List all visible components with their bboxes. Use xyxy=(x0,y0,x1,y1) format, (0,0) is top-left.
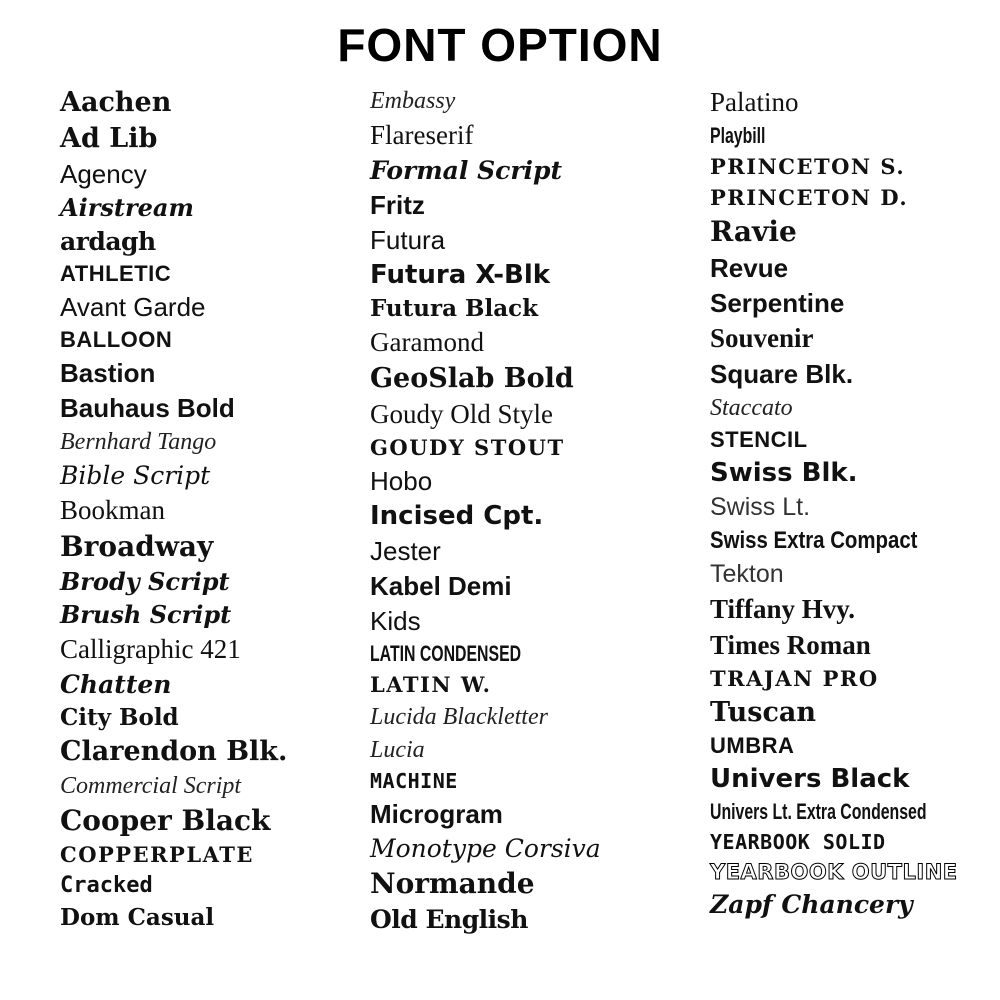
font-sample-label: Bernhard Tango xyxy=(60,428,217,455)
font-sample-label: Square Blk. xyxy=(710,358,854,389)
font-sample-label: Lucida Blackletter xyxy=(370,703,548,730)
font-sample-label: Airstream xyxy=(60,192,194,222)
font-sample[interactable] xyxy=(370,671,670,697)
font-sample-label: Tuscan xyxy=(710,696,817,728)
font-sample[interactable] xyxy=(370,89,670,113)
font-sample[interactable] xyxy=(710,86,990,117)
font-sample[interactable] xyxy=(710,287,990,318)
font-sample-label: LATIN CONDENSED xyxy=(370,640,522,666)
font-sample[interactable] xyxy=(710,526,990,554)
font-sample-label: MACHINE xyxy=(370,768,458,793)
font-sample-label: Ravie xyxy=(710,214,797,248)
font-sample-label: Zapf Chancery xyxy=(710,889,913,919)
font-sample-label: Bastion xyxy=(60,357,156,388)
font-sample-label: Swiss Blk. xyxy=(710,457,858,488)
font-sample-label: Normande xyxy=(370,866,535,900)
font-sample[interactable] xyxy=(710,859,990,884)
font-sample[interactable] xyxy=(60,494,330,525)
font-sample[interactable] xyxy=(60,803,330,837)
font-sample[interactable] xyxy=(60,291,330,322)
font-sample[interactable] xyxy=(710,629,990,660)
font-sample[interactable] xyxy=(370,866,670,900)
font-sample[interactable] xyxy=(710,252,990,283)
font-sample[interactable] xyxy=(60,260,330,286)
font-columns xyxy=(0,81,1000,981)
font-sample[interactable] xyxy=(60,735,330,767)
font-sample[interactable] xyxy=(60,529,330,563)
font-sample[interactable] xyxy=(370,224,670,255)
font-sample[interactable] xyxy=(710,593,990,624)
font-sample[interactable] xyxy=(710,696,990,728)
font-sample-label: Old English xyxy=(370,904,528,934)
font-sample[interactable] xyxy=(60,872,330,898)
font-sample[interactable] xyxy=(710,214,990,248)
font-sample-label: BALLOON xyxy=(60,326,173,352)
font-sample[interactable] xyxy=(370,605,670,636)
font-sample-label: Univers Black xyxy=(710,763,910,794)
font-sample-label: Aachen xyxy=(60,86,172,118)
font-sample[interactable] xyxy=(370,362,670,394)
font-sample[interactable] xyxy=(710,492,990,521)
font-sample[interactable] xyxy=(60,122,330,154)
font-sample-label: Incised Cpt. xyxy=(370,500,544,531)
font-sample[interactable] xyxy=(710,559,990,588)
font-sample-label: Hobo xyxy=(370,465,433,496)
font-sample[interactable] xyxy=(710,732,990,758)
font-sample[interactable] xyxy=(370,768,670,793)
font-sample-label: Agency xyxy=(60,158,147,189)
font-sample[interactable] xyxy=(710,122,990,148)
font-sample-label: Cracked xyxy=(60,872,153,898)
font-sample-label: Bible Script xyxy=(60,460,211,490)
font-sample[interactable] xyxy=(60,633,330,664)
font-sample-label: Kabel Demi xyxy=(370,570,512,601)
font-sample-label: YEARBOOK SOLID xyxy=(710,829,886,854)
font-sample-label: Staccato xyxy=(710,394,793,421)
font-sample[interactable] xyxy=(60,192,330,222)
font-sample-label: UMBRA xyxy=(710,732,795,758)
font-sample-label: Times Roman xyxy=(710,629,871,660)
font-sample-label: Lucia xyxy=(370,736,425,763)
font-sample[interactable] xyxy=(370,434,670,460)
font-sample[interactable] xyxy=(370,398,670,429)
font-sample-label: Swiss Lt. xyxy=(710,492,811,521)
font-sample-label: Garamond xyxy=(370,326,484,357)
font-sample-label: TRAJAN PRO xyxy=(710,665,879,691)
font-sample-label: Embassy xyxy=(370,87,456,114)
font-sample-label: Futura xyxy=(370,224,446,255)
font-sample-label: Formal Script xyxy=(370,155,563,185)
font-sample-label: Serpentine xyxy=(710,287,845,318)
font-sample[interactable] xyxy=(370,705,670,729)
font-sample-label: PRINCETON S. xyxy=(710,153,906,179)
font-sample[interactable] xyxy=(710,763,990,794)
font-sample-label: Clarendon Blk. xyxy=(60,735,288,767)
font-sample-label: Futura X-Blk xyxy=(370,259,551,290)
font-sample-label: Dom Casual xyxy=(60,903,215,931)
font-sample[interactable] xyxy=(60,158,330,189)
font-column-3 xyxy=(680,86,1000,926)
font-sample[interactable] xyxy=(370,294,670,322)
font-sample[interactable] xyxy=(710,322,990,353)
font-sample-label: Brody Script xyxy=(60,566,230,596)
font-sample[interactable] xyxy=(370,798,670,829)
font-sample[interactable] xyxy=(370,326,670,357)
font-sample[interactable] xyxy=(370,189,670,220)
font-sample-label: LATIN W. xyxy=(370,671,492,697)
font-sample[interactable] xyxy=(710,829,990,854)
font-sample[interactable] xyxy=(710,426,990,452)
font-sample-label: Fritz xyxy=(370,189,425,220)
font-sample-label: Microgram xyxy=(370,798,503,829)
font-sample-label: Souvenir xyxy=(710,322,814,353)
font-sample[interactable] xyxy=(370,535,670,566)
font-sample-label: Univers Lt. Extra Condensed xyxy=(710,798,927,824)
font-sample[interactable] xyxy=(710,665,990,691)
font-sample-label: Ad Lib xyxy=(60,122,158,154)
font-sample[interactable] xyxy=(370,738,670,762)
font-sample[interactable] xyxy=(60,566,330,596)
font-sample[interactable] xyxy=(60,430,330,454)
font-sample[interactable] xyxy=(370,119,670,150)
font-sample[interactable] xyxy=(370,500,670,531)
font-sample[interactable] xyxy=(60,226,330,256)
font-sample-label: Brush Script xyxy=(60,599,232,629)
font-sample-label: Bauhaus Bold xyxy=(60,392,235,423)
font-sample-label: Commercial Script xyxy=(60,772,242,799)
font-sample-label: Flareserif xyxy=(370,119,474,150)
font-sample[interactable] xyxy=(370,570,670,601)
page-title: FONT OPTION xyxy=(337,19,663,71)
font-sample-label: STENCIL xyxy=(710,426,808,452)
font-sample-label: PRINCETON D. xyxy=(710,184,909,210)
font-sample-label: Playbill xyxy=(710,122,766,148)
font-sample[interactable] xyxy=(370,904,670,934)
font-sample[interactable] xyxy=(370,155,670,185)
font-sample-label: City Bold xyxy=(60,703,179,731)
font-sample-label: Palatino xyxy=(710,86,799,117)
font-sample[interactable] xyxy=(60,841,330,867)
font-sample-label: ATHLETIC xyxy=(60,260,172,286)
font-sample-label: Kids xyxy=(370,605,421,636)
font-sample[interactable] xyxy=(60,460,330,490)
font-sample-label: ardagh xyxy=(60,226,156,256)
font-sample[interactable] xyxy=(370,465,670,496)
font-sample-label: GOUDY STOUT xyxy=(370,434,565,460)
font-sample[interactable] xyxy=(710,457,990,488)
font-sample-label: COPPERPLATE xyxy=(60,841,254,867)
font-sample-label: Avant Garde xyxy=(60,291,206,322)
font-sample[interactable] xyxy=(710,798,990,824)
font-sample[interactable] xyxy=(60,703,330,731)
font-sample[interactable] xyxy=(710,184,990,210)
font-sample-label: Jester xyxy=(370,535,441,566)
font-sample[interactable] xyxy=(60,357,330,388)
font-sample[interactable] xyxy=(710,153,990,179)
font-sample[interactable] xyxy=(710,358,990,389)
font-sample[interactable] xyxy=(60,326,330,352)
font-sample-label: GeoSlab Bold xyxy=(370,362,574,394)
font-sample-label: YEARBOOK OUTLINE xyxy=(710,859,958,884)
font-sample-label: Swiss Extra Compact xyxy=(710,526,918,554)
font-column-2 xyxy=(340,89,680,941)
font-sample[interactable] xyxy=(60,903,330,931)
font-sample-label: Chatten xyxy=(60,669,172,699)
font-sample[interactable] xyxy=(60,774,330,798)
font-sample-label: Tiffany Hvy. xyxy=(710,593,856,624)
font-sample-label: Calligraphic 421 xyxy=(60,633,241,664)
font-column-1 xyxy=(0,86,340,938)
font-sample-label: Cooper Black xyxy=(60,803,271,837)
font-sample-label: Revue xyxy=(710,252,789,283)
font-sample[interactable] xyxy=(370,640,670,666)
font-sample[interactable] xyxy=(370,833,670,863)
font-sample-label: Bookman xyxy=(60,494,165,525)
font-sample[interactable] xyxy=(60,599,330,629)
font-sample[interactable] xyxy=(60,392,330,423)
font-sample-label: Goudy Old Style xyxy=(370,398,554,429)
font-sample[interactable] xyxy=(710,396,990,420)
font-sample[interactable] xyxy=(60,86,330,118)
font-sample-label: Monotype Corsiva xyxy=(370,833,601,863)
font-sample[interactable] xyxy=(710,889,990,919)
font-sample-label: Broadway xyxy=(60,529,214,563)
font-sample-label: Tekton xyxy=(710,559,784,588)
font-sample-label: Futura Black xyxy=(370,294,539,322)
font-sample[interactable] xyxy=(60,669,330,699)
font-sample[interactable] xyxy=(370,259,670,290)
